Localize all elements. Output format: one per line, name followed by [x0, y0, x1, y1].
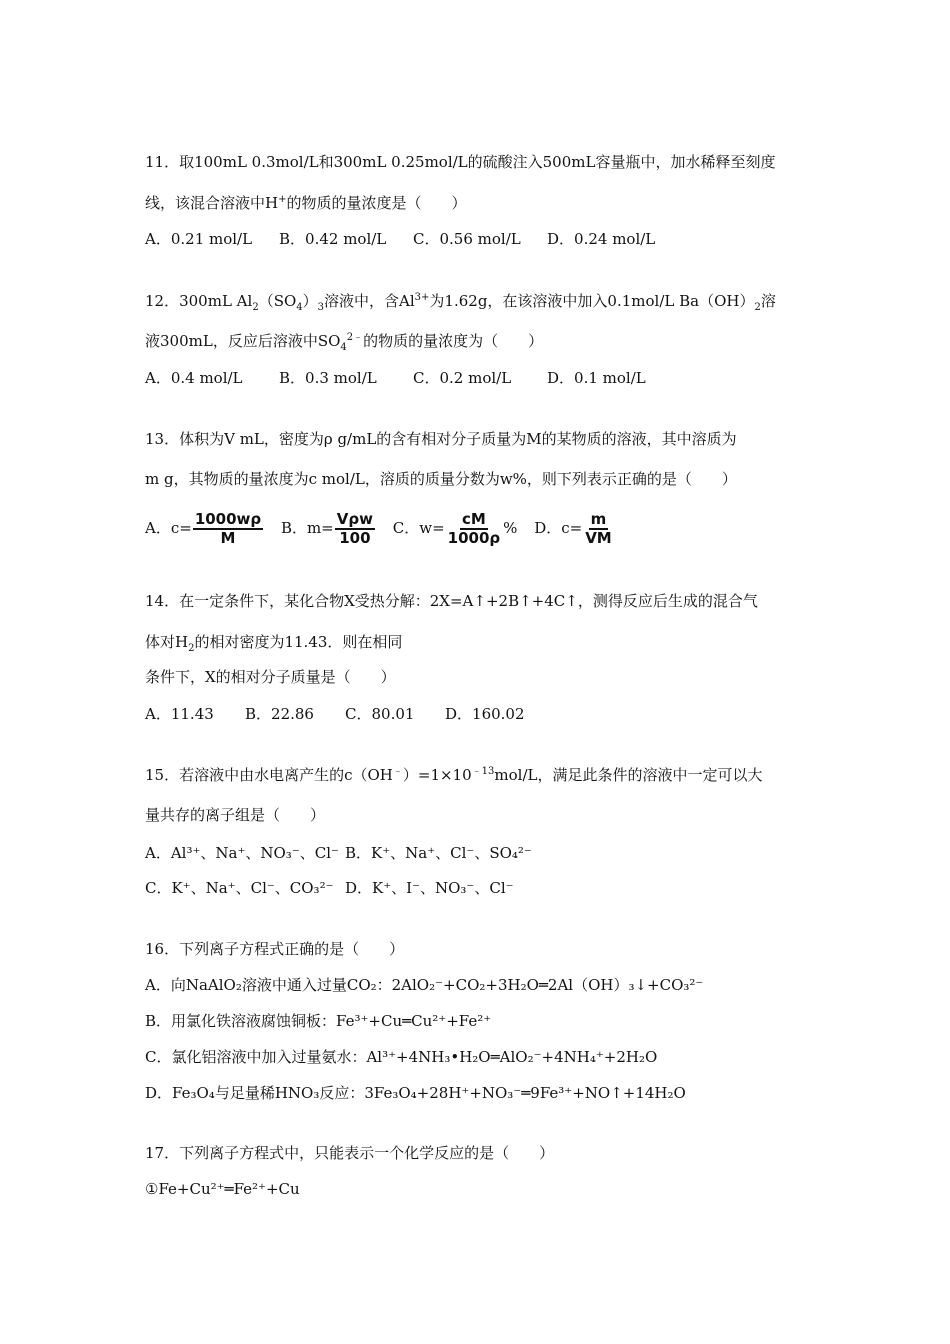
q12-option-d: D．0.1 mol/L	[547, 369, 646, 387]
q16-option-a: A．向NaAlO₂溶液中通入过量CO₂：2AlO₂⁻+CO₂+3H₂O═2Al（OH）₃↓+CO₃²⁻	[145, 976, 704, 994]
q16-option-d: D．Fe₃O₄与足量稀HNO₃反应：3Fe₃O₄+28H⁺+NO₃⁻═9Fe³⁺+NO↑+14H₂O	[145, 1084, 686, 1102]
q11-option-c: C．0.56 mol/L	[413, 230, 521, 248]
q15-line1: 15．若溶液中由水电离产生的$c(OH^﹣)=1\times 10^{﹣13}mol/L$，满足此条件的溶液中一定可以大	[145, 766, 763, 784]
q17-item1: ①Fe+Cu²⁺═Fe²⁺+Cu	[145, 1180, 300, 1198]
q14-option-d: D．160.02	[445, 705, 525, 723]
q14-line3: 条件下，X的相对分子质量是（ ）	[145, 668, 396, 686]
q12-options	[145, 368, 646, 388]
q13-option-b-fraction: $\frac{\text{Vρw}}{100}$	[336, 510, 373, 547]
q13-option-b: B．m= $\frac{\text{Vρw}}{100}$	[280, 510, 373, 547]
q17-line1: 17．下列离子方程式中，只能表示一个化学反应的是（ ）	[145, 1144, 555, 1162]
q15-option-c: C．K⁺、Na⁺、Cl⁻、CO₃²⁻	[145, 879, 334, 897]
q12-line1: 12．300mL $Al_2(SO_4)_3$溶液中，含$Al^{3+}$为1.62g，在该溶液中加入0.1mol/L $Ba(OH)_2$溶	[145, 292, 776, 313]
q13-option-c: C．w= $\frac{cM}{1000\rho}$ %	[392, 510, 518, 547]
q15-options-row1	[145, 843, 532, 863]
q14-line2: 体对$H_2$的相对密度为11.43．则在相同	[145, 633, 403, 654]
q11-option-a: A．0.21 mol/L	[145, 230, 253, 248]
q12-option-c: C．0.2 mol/L	[413, 369, 512, 387]
q12-option-b: B．0.3 mol/L	[279, 369, 377, 387]
q14-options	[145, 704, 525, 724]
q11-options	[145, 229, 655, 249]
q11-line2: 线，该混合溶液中H+的物质的量浓度是（ ）	[145, 194, 467, 212]
q15-option-a: A．Al³⁺、Na⁺、NO₃⁻、Cl⁻	[145, 844, 339, 862]
q13-option-d-fraction: $\frac{m}{VM}$	[585, 510, 612, 547]
q15-option-b: B．K⁺、Na⁺、Cl⁻、SO₄²⁻	[345, 844, 532, 862]
q13-line2: m g，其物质的量浓度为c mol/L，溶质的质量分数为w%，则下列表示正确的是（ ）	[145, 470, 737, 488]
q15-options-row2	[145, 878, 514, 898]
q11-option-d: D．0.24 mol/L	[547, 230, 656, 248]
q12-option-a: A．0.4 mol/L	[145, 369, 243, 387]
q13-option-d: D．c= $\frac{m}{VM}$	[534, 510, 612, 547]
q15-line2: 量共存的离子组是（ ）	[145, 806, 326, 824]
q14-option-b: B．22.86	[245, 705, 314, 723]
q11-option-b: B．0.42 mol/L	[279, 230, 387, 248]
q13-option-c-fraction: $\frac{cM}{1000\rho}$	[447, 510, 501, 547]
q13-option-a-fraction: $\frac{1000w\rho}{M}$	[194, 510, 262, 547]
q15-option-d: D．K⁺、I⁻、NO₃⁻、Cl⁻	[345, 879, 514, 897]
q16-option-c: C．氯化铝溶液中加入过量氨水：Al³⁺+4NH₃•H₂O═AlO₂⁻+4NH₄⁺+2H₂O	[145, 1048, 658, 1066]
q14-option-a: A．11.43	[145, 705, 214, 723]
q14-line1: 14．在一定条件下，某化合物X受热分解：2X=A↑+2B↑+4C↑，测得反应后生成的混合气	[145, 592, 758, 610]
q13-options	[145, 508, 627, 548]
q16-line1: 16．下列离子方程式正确的是（ ）	[145, 940, 405, 958]
q11-line1: 11．取100mL 0.3mol/L和300mL 0.25mol/L的硫酸注入500mL容量瓶中，加水稀释至刻度	[145, 153, 776, 171]
q12-line2: 液300mL，反应后溶液中$SO_4^{2﹣}$的物质的量浓度为（ ）	[145, 332, 544, 353]
q14-option-c: C．80.01	[345, 705, 415, 723]
q13-line1: 13．体积为V mL，密度为ρ g/mL的含有相对分子质量为M的某物质的溶液，其中溶质为	[145, 430, 737, 448]
q13-option-a: A．c= $\frac{1000w\rho}{M}$	[145, 510, 262, 547]
q16-option-b: B．用氯化铁溶液腐蚀铜板：Fe³⁺+Cu═Cu²⁺+Fe²⁺	[145, 1012, 492, 1030]
